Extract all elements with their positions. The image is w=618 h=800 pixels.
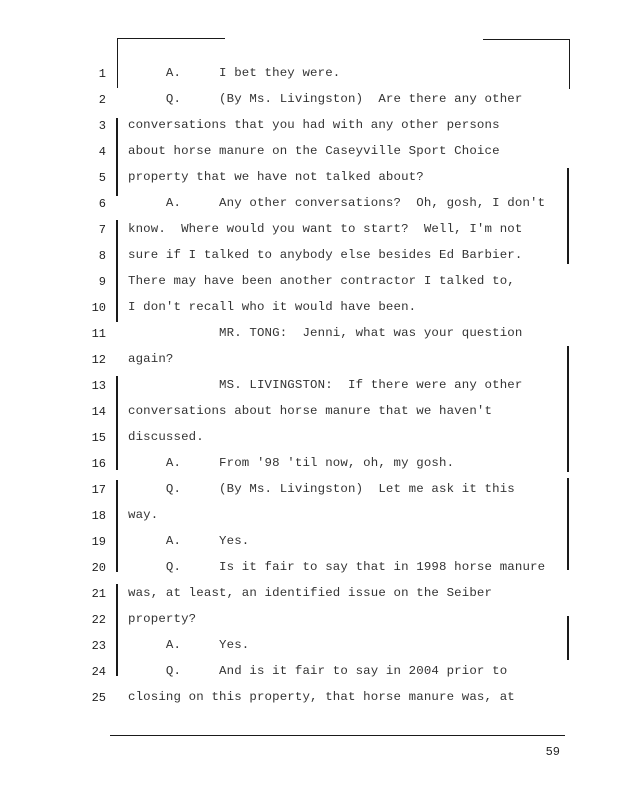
transcript-line bbox=[0, 142, 618, 168]
line-number: 14 bbox=[91, 405, 106, 419]
line-text: property? bbox=[128, 612, 197, 626]
line-text: I don't recall who it would have been. bbox=[128, 300, 417, 314]
top-right-rule bbox=[483, 39, 570, 40]
line-text: again? bbox=[128, 352, 174, 366]
transcript-line bbox=[0, 506, 618, 532]
line-text: know. Where would you want to start? Well, I'm not bbox=[128, 222, 523, 236]
transcript-line bbox=[0, 402, 618, 428]
line-text: A. Yes. bbox=[128, 534, 250, 548]
line-number: 8 bbox=[98, 249, 106, 263]
transcript-line bbox=[0, 246, 618, 272]
line-text: Q. (By Ms. Livingston) Are there any other bbox=[128, 92, 523, 106]
line-text: Q. Is it fair to say that in 1998 horse manure bbox=[128, 560, 546, 574]
bottom-left-rule bbox=[110, 735, 182, 736]
line-text: Q. (By Ms. Livingston) Let me ask it this bbox=[128, 482, 515, 496]
line-number: 1 bbox=[98, 67, 106, 81]
line-number: 21 bbox=[91, 587, 106, 601]
line-number: 5 bbox=[98, 171, 106, 185]
line-text: conversations about horse manure that we haven't bbox=[128, 404, 493, 418]
line-text: MS. LIVINGSTON: If there were any other bbox=[128, 378, 523, 392]
transcript-line bbox=[0, 220, 618, 246]
line-number: 13 bbox=[91, 379, 106, 393]
line-number: 3 bbox=[98, 119, 106, 133]
line-text: Q. And is it fair to say in 2004 prior to bbox=[128, 664, 508, 678]
line-text: discussed. bbox=[128, 430, 204, 444]
line-number: 17 bbox=[91, 483, 106, 497]
line-text: A. I bet they were. bbox=[128, 66, 341, 80]
line-text: There may have been another contractor I talked to, bbox=[128, 274, 515, 288]
line-number: 20 bbox=[91, 561, 106, 575]
transcript-line bbox=[0, 298, 618, 324]
line-number: 11 bbox=[91, 327, 106, 341]
transcript-line bbox=[0, 324, 618, 350]
line-text: A. From '98 'til now, oh, my gosh. bbox=[128, 456, 455, 470]
line-number: 25 bbox=[91, 691, 106, 705]
line-number: 4 bbox=[98, 145, 106, 159]
line-number: 7 bbox=[98, 223, 106, 237]
transcript-line bbox=[0, 480, 618, 506]
line-text: property that we have not talked about? bbox=[128, 170, 424, 184]
line-text: closing on this property, that horse manure was, at bbox=[128, 690, 515, 704]
line-text: MR. TONG: Jenni, what was your question bbox=[128, 326, 523, 340]
transcript-line bbox=[0, 90, 618, 116]
line-number: 12 bbox=[91, 353, 106, 367]
bottom-rule bbox=[182, 735, 565, 736]
line-text: A. Yes. bbox=[128, 638, 250, 652]
top-left-rule bbox=[117, 38, 225, 39]
line-number: 10 bbox=[91, 301, 106, 315]
line-number: 2 bbox=[98, 93, 106, 107]
page-number: 59 bbox=[545, 745, 560, 759]
line-number: 24 bbox=[91, 665, 106, 679]
line-text: about horse manure on the Caseyville Sport Choice bbox=[128, 144, 500, 158]
line-number: 19 bbox=[91, 535, 106, 549]
transcript-line bbox=[0, 194, 618, 220]
transcript-line bbox=[0, 376, 618, 402]
line-text: sure if I talked to anybody else besides Ed Barbier. bbox=[128, 248, 523, 262]
transcript-line bbox=[0, 350, 618, 376]
transcript-line bbox=[0, 454, 618, 480]
line-number: 18 bbox=[91, 509, 106, 523]
transcript-line bbox=[0, 688, 618, 714]
line-number: 22 bbox=[91, 613, 106, 627]
transcript-line bbox=[0, 662, 618, 688]
line-number: 9 bbox=[98, 275, 106, 289]
line-number: 15 bbox=[91, 431, 106, 445]
transcript-line bbox=[0, 428, 618, 454]
line-text: was, at least, an identified issue on the Seiber bbox=[128, 586, 493, 600]
transcript-line bbox=[0, 64, 618, 90]
line-number: 23 bbox=[91, 639, 106, 653]
transcript-line bbox=[0, 168, 618, 194]
transcript-line bbox=[0, 116, 618, 142]
line-number: 16 bbox=[91, 457, 106, 471]
line-number: 6 bbox=[98, 197, 106, 211]
transcript-line bbox=[0, 610, 618, 636]
line-text: way. bbox=[128, 508, 159, 522]
line-text: conversations that you had with any other persons bbox=[128, 118, 500, 132]
transcript-line bbox=[0, 532, 618, 558]
transcript-line bbox=[0, 558, 618, 584]
transcript-line bbox=[0, 584, 618, 610]
transcript-line bbox=[0, 636, 618, 662]
line-text: A. Any other conversations? Oh, gosh, I don't bbox=[128, 196, 546, 210]
transcript-line bbox=[0, 272, 618, 298]
